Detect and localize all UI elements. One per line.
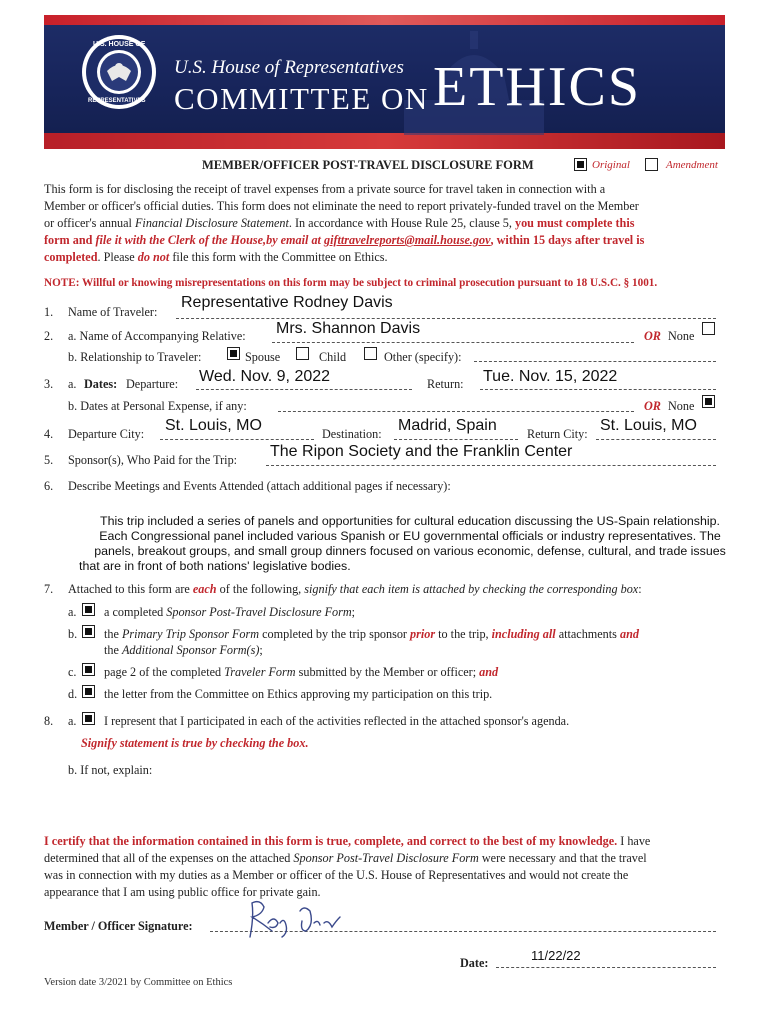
- q7d-checkbox[interactable]: [82, 685, 95, 698]
- return-city-field[interactable]: St. Louis, MO: [600, 417, 697, 434]
- spouse-label: Spouse: [245, 350, 281, 364]
- intro-line-2: Member or officer's official duties. This form does not eliminate the need to report privately-funded travel on the Member: [44, 199, 639, 213]
- q5-num: 5.: [44, 453, 54, 467]
- q3-num: 3.: [44, 377, 54, 391]
- description-line: that are in front of both nations' legislative bodies.: [79, 559, 351, 573]
- destination-field[interactable]: Madrid, Spain: [398, 417, 497, 434]
- intro-line-5: completed. Please do not file this form with the Committee on Ethics.: [44, 250, 388, 264]
- meetings-description-field[interactable]: [70, 514, 750, 574]
- personal-dates-none-checkbox[interactable]: [702, 395, 715, 408]
- note-warning: NOTE: Willful or knowing misrepresentations on this form may be subject to criminal prosecution pursuant to 18 U.S.C. § 1001.: [44, 277, 658, 289]
- sponsor-field[interactable]: The Ripon Society and the Franklin Center: [270, 443, 573, 460]
- q4-dest-label: Destination:: [322, 427, 382, 441]
- q1-num: 1.: [44, 305, 54, 319]
- return-date-field[interactable]: Tue. Nov. 15, 2022: [483, 368, 618, 385]
- q7a-letter: a.: [68, 605, 77, 619]
- q1-label: Name of Traveler:: [68, 305, 158, 319]
- description-line: panels, breakout groups, and small group dinners focused on various economic, defense, cultural, and trade issues: [94, 544, 726, 558]
- q4-dep-label: Departure City:: [68, 427, 145, 441]
- description-line: Each Congressional panel included various Spanish or EU governmental officials or industry representatives. The: [99, 529, 721, 543]
- q7b-text: the Primary Trip Sponsor Form completed by the trip sponsor prior to the trip, including all attachments and: [104, 627, 639, 641]
- q3-return-label: Return:: [427, 377, 464, 391]
- q3-or: OR: [644, 399, 661, 413]
- q7d-text: the letter from the Committee on Ethics approving my participation on this trip.: [104, 687, 493, 701]
- q3b-label: b. Dates at Personal Expense, if any:: [68, 399, 247, 413]
- q7b-letter: b.: [68, 627, 78, 641]
- original-checkbox[interactable]: [574, 158, 587, 171]
- q7b-checkbox[interactable]: [82, 625, 95, 638]
- q7c-checkbox[interactable]: [82, 663, 95, 676]
- q5-label: Sponsor(s), Who Paid for the Trip:: [68, 453, 238, 467]
- header-committee: COMMITTEE ON: [174, 81, 429, 116]
- child-checkbox[interactable]: [296, 347, 309, 360]
- q7d-letter: d.: [68, 687, 78, 701]
- description-line: This trip included a series of panels and opportunities for cultural education discussing the US-Spain relationship.: [100, 514, 720, 528]
- relative-name-field[interactable]: Mrs. Shannon Davis: [276, 320, 421, 337]
- intro-line-3: or officer's annual Financial Disclosure Statement. In accordance with House Rule 25, clause 5, you must complete this: [44, 216, 635, 230]
- departure-date-field[interactable]: Wed. Nov. 9, 2022: [199, 368, 331, 385]
- intro-line-4: form and file it with the Clerk of the House,by email at gifttravelreports@mail.house.gov, within 15 days after travel is: [44, 233, 645, 247]
- q7-intro: Attached to this form are each of the following, signify that each item is attached by checking the corresponding box:: [68, 582, 642, 596]
- spouse-checkbox[interactable]: [227, 347, 240, 360]
- q7c-letter: c.: [68, 665, 77, 679]
- header-line1: U.S. House of Representatives: [174, 57, 404, 78]
- email-link[interactable]: gifttravelreports@mail.house.gov: [323, 233, 491, 247]
- departure-city-field[interactable]: St. Louis, MO: [165, 417, 262, 434]
- q7a-checkbox[interactable]: [82, 603, 95, 616]
- seal-text-top: U.S. HOUSE OF: [93, 41, 146, 48]
- q8-text: I represent that I participated in each of the activities reflected in the attached sponsor's agenda.: [104, 714, 570, 728]
- q8b-label: b. If not, explain:: [68, 763, 153, 777]
- certify-line-3: was in connection with my duties as a Member or officer of the U.S. House of Representatives and would not create the: [44, 868, 629, 882]
- q2-none-label: None: [668, 329, 695, 343]
- q7a-text: a completed Sponsor Post-Travel Disclosure Form;: [104, 605, 356, 619]
- date-field[interactable]: 11/22/22: [531, 948, 581, 963]
- q2a-label: a. Name of Accompanying Relative:: [68, 329, 246, 343]
- q4-ret-label: Return City:: [527, 427, 588, 441]
- q7-num: 7.: [44, 582, 54, 596]
- header-banner: [44, 15, 725, 149]
- version-footer: Version date 3/2021 by Committee on Ethics: [44, 977, 233, 988]
- certify-line-2: determined that all of the expenses on the attached Sponsor Post-Travel Disclosure Form were necessary and that the travel: [44, 851, 647, 865]
- seal-text-bottom: REPRESENTATIVES: [88, 98, 146, 104]
- q8-num: 8.: [44, 714, 54, 728]
- q6-num: 6.: [44, 479, 54, 493]
- q3-a: a.: [68, 377, 77, 391]
- q7c-text: page 2 of the completed Traveler Form submitted by the Member or officer; and: [104, 665, 499, 679]
- signature-label: Member / Officer Signature:: [44, 919, 193, 933]
- certify-line-4: appearance that I am using public office for private gain.: [44, 885, 321, 899]
- q7b-text-2: the Additional Sponsor Form(s);: [104, 643, 263, 657]
- q4-num: 4.: [44, 427, 54, 441]
- date-label: Date:: [460, 956, 489, 970]
- amendment-checkbox[interactable]: [645, 158, 658, 171]
- relative-none-checkbox[interactable]: [702, 322, 715, 335]
- other-label: Other (specify):: [384, 350, 462, 364]
- q8a-checkbox[interactable]: [82, 712, 95, 725]
- original-label: Original: [592, 159, 630, 171]
- q2b-label: b. Relationship to Traveler:: [68, 350, 202, 364]
- header-ethics: ETHICS: [433, 56, 641, 118]
- q2-or: OR: [644, 329, 661, 343]
- handwritten-signature[interactable]: [240, 897, 350, 941]
- intro-line-1: This form is for disclosing the receipt of travel expenses from a private source for travel taken in connection with a: [44, 182, 606, 196]
- q8-signify: Signify statement is true by checking the box.: [81, 736, 309, 750]
- q6-label: Describe Meetings and Events Attended (attach additional pages if necessary):: [68, 479, 451, 493]
- other-checkbox[interactable]: [364, 347, 377, 360]
- q3-departure-label: Departure:: [126, 377, 179, 391]
- child-label: Child: [319, 350, 347, 364]
- traveler-name-field[interactable]: Representative Rodney Davis: [181, 294, 393, 311]
- certify-line-1: I certify that the information contained in this form is true, complete, and correct to the best of my knowledge. I have: [44, 834, 651, 848]
- q2-num: 2.: [44, 329, 54, 343]
- q3-none-label: None: [668, 399, 695, 413]
- q8-a: a.: [68, 714, 77, 728]
- amendment-label: Amendment: [666, 159, 718, 171]
- q3-dates: Dates:: [84, 377, 118, 391]
- form-title: MEMBER/OFFICER POST-TRAVEL DISCLOSURE FORM: [202, 158, 534, 172]
